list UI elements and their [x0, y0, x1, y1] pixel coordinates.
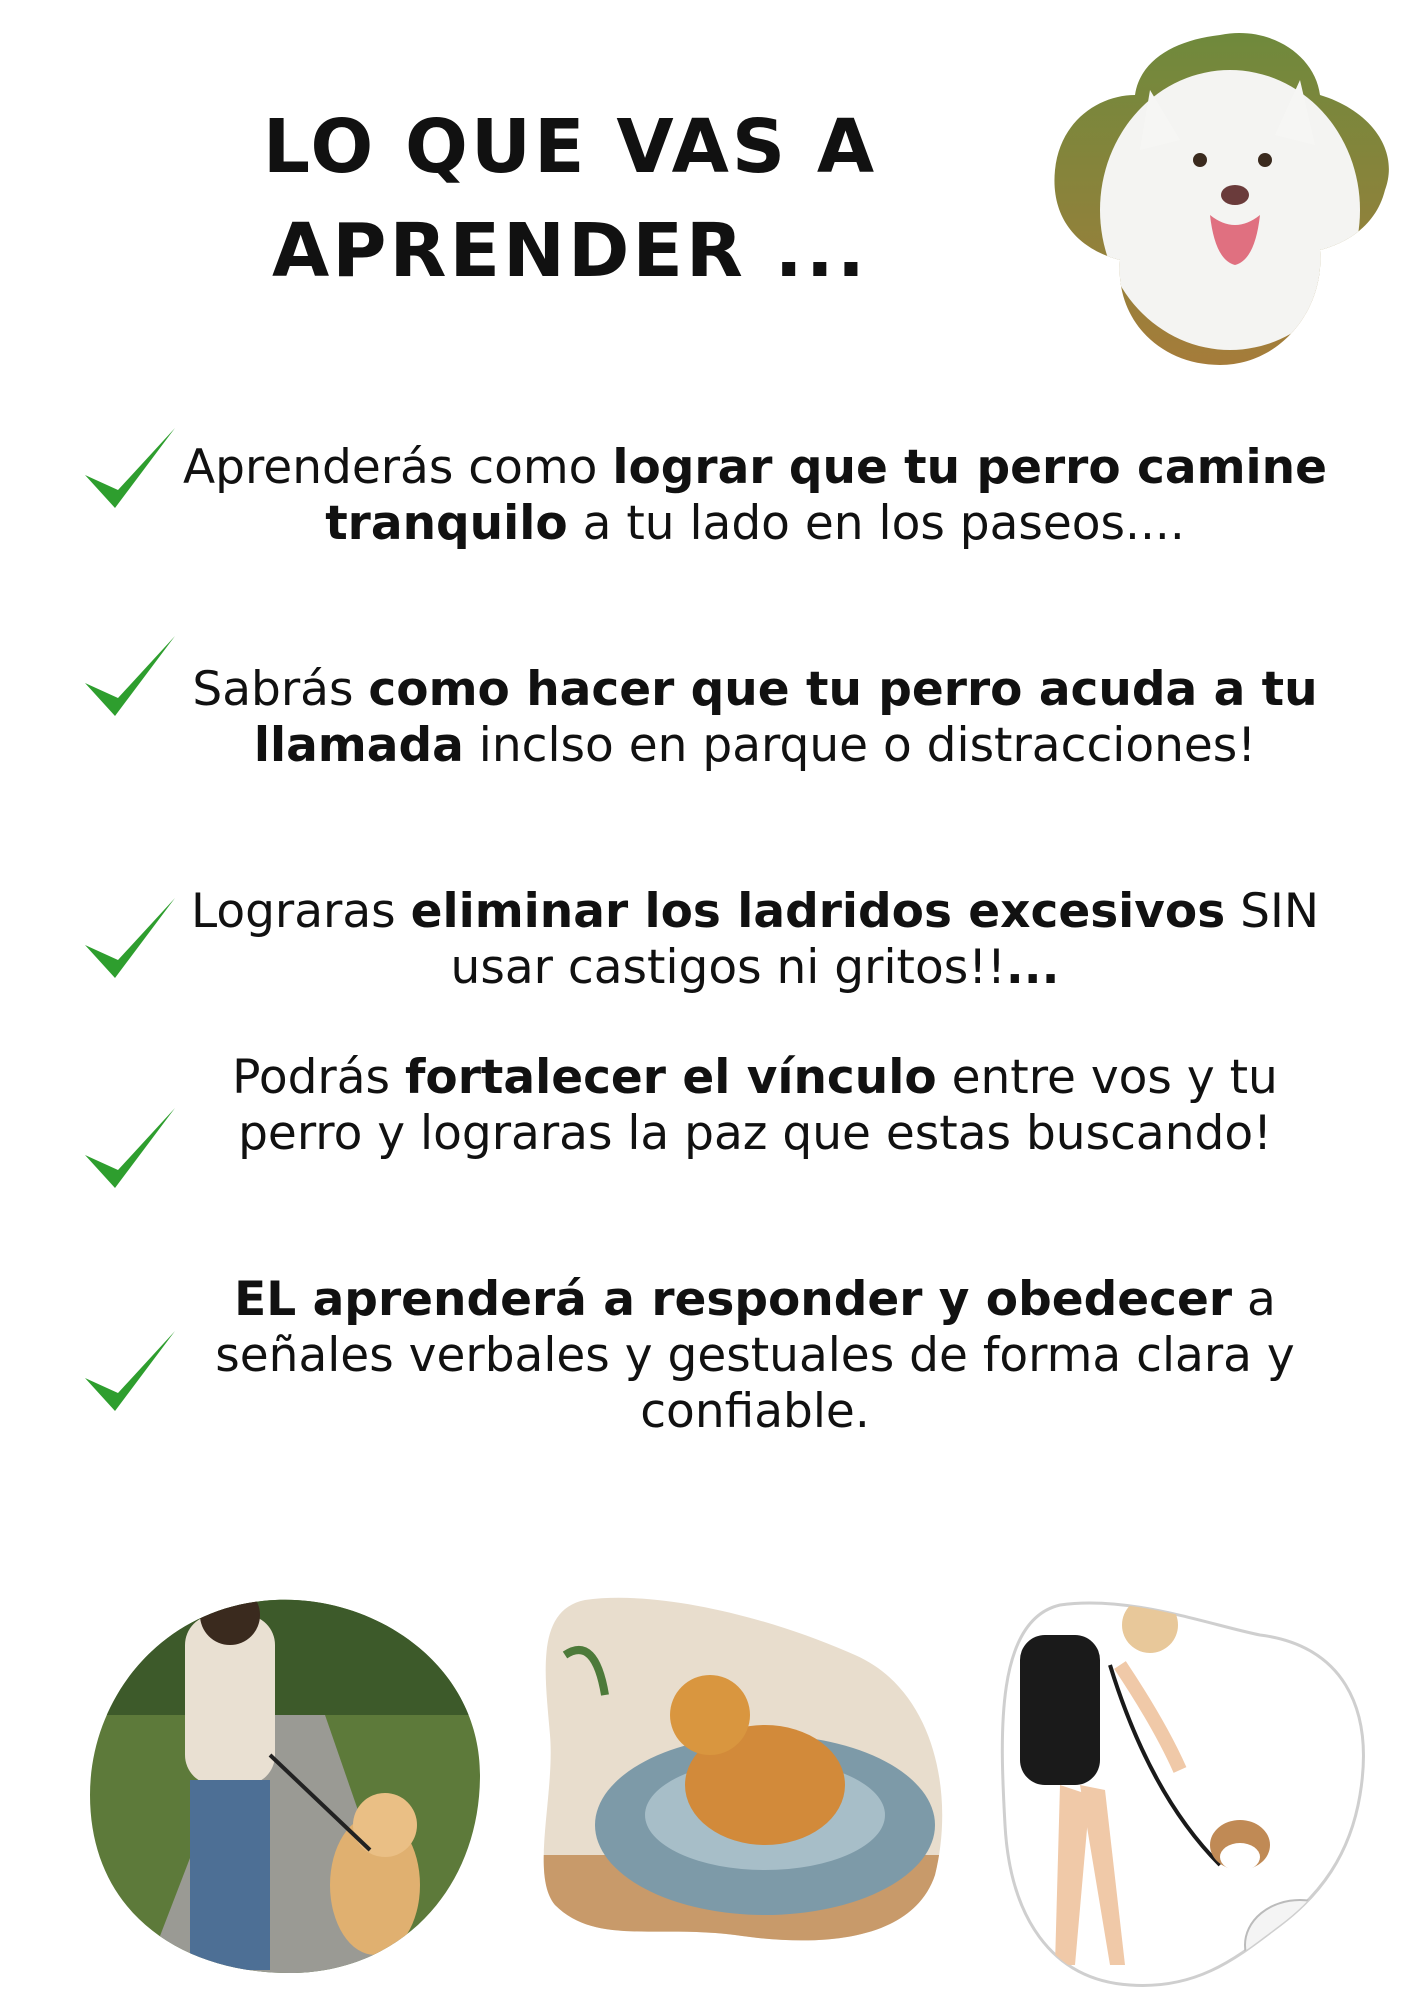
benefit-2-text: Sabrás [192, 662, 369, 717]
benefit-2-text-end: inclso en parque o distracciones! [463, 718, 1257, 773]
benefit-3-highlight: eliminar los ladridos excesivos [410, 884, 1226, 939]
benefit-item-1 [180, 440, 1330, 552]
benefit-4-text: Podrás [232, 1050, 405, 1105]
checkmark-icon [80, 1100, 180, 1195]
benefit-item-5 [180, 1272, 1330, 1440]
benefit-5-highlight: EL aprenderá a responder y obedecer [234, 1272, 1233, 1327]
benefit-3-ellipsis: ... [1005, 940, 1060, 995]
white-dog-photo [1040, 20, 1400, 370]
benefit-item-4 [180, 1050, 1330, 1162]
benefit-2-highlight: como hacer que tu perro acuda a tu llamada [253, 662, 1318, 773]
benefit-4-text-end: entre vos y tu perro y lograras la paz que estas buscando! [238, 1050, 1278, 1161]
woman-walking-dog-photo [85, 1595, 485, 1975]
benefit-3-text: Lograras [190, 884, 411, 939]
checkmark-icon [80, 420, 180, 515]
woman-training-puppy-photo [1000, 1595, 1375, 1990]
dog-in-bed-photo [535, 1595, 955, 1955]
benefit-4-highlight: fortalecer el vínculo [404, 1050, 937, 1105]
benefit-item-2 [180, 662, 1330, 774]
checkmark-icon [80, 890, 180, 985]
benefit-1-highlight: lograr que tu perro camine tranquilo [325, 440, 1327, 551]
benefit-5-text-end: a señales verbales y gestuales de forma clara y confiable. [215, 1272, 1295, 1439]
benefit-1-text: Aprenderás como [183, 440, 613, 495]
title-line-2: APRENDER ... [271, 208, 869, 294]
benefit-1-text-end: a tu lado en los paseos.... [567, 496, 1185, 551]
checkmark-icon [80, 1323, 180, 1418]
benefit-item-3 [180, 884, 1330, 996]
page-title [230, 95, 910, 303]
title-line-1: LO QUE VAS A [262, 104, 878, 190]
checkmark-icon [80, 628, 180, 723]
benefit-3-text-end: SIN usar castigos ni gritos!! [450, 884, 1319, 995]
